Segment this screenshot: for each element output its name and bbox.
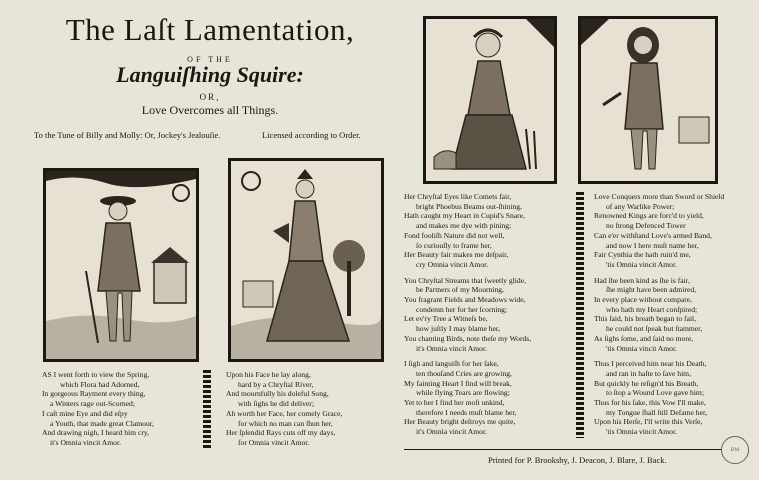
verse-line: how juſtly I may blame her,: [416, 324, 501, 334]
verse-line: You Chryſtal Streams that ſweetly glide,: [404, 275, 526, 285]
verse-line: a Winters rage out-Scorned;: [50, 399, 135, 409]
verse-line: be Partners of my Mourning,: [416, 285, 504, 295]
verse-line: Can e'er withſtand Love's armed Band,: [594, 230, 712, 240]
verse-line: Her Beauty bright deſtroys me quite,: [404, 417, 516, 427]
verse-line: Hath caught my Heart in Cupid's Snare,: [404, 211, 525, 221]
verse-line: Fair Cynthia the hath ruin'd me,: [594, 250, 691, 260]
verse-line: and makes me dye with pining;: [416, 221, 512, 231]
library-stamp: BM: [721, 436, 749, 464]
printer-imprint: Printed for P. Brooksby, J. Deacon, J. Blare, J. Back.: [488, 455, 667, 465]
woodcut-gentleman-cane: [43, 168, 199, 362]
ornament-divider: [576, 192, 584, 438]
verse-line: cry Omnia vincit Amor.: [416, 259, 489, 269]
verse-line: it's Omnia vincit Amor.: [50, 437, 121, 447]
verse-line: But quickly he reſign'd his Breath,: [594, 378, 699, 388]
verse-line: for which no man can ſhun her,: [238, 418, 333, 428]
verse-line: while flying Tears are flowing;: [416, 388, 510, 398]
verse-line: Ah worth her Face, her comely Grace,: [226, 408, 343, 418]
verse-line: This ſaid, his breath began to fail,: [594, 314, 697, 324]
verse-line: which Flora had Adorned,: [60, 379, 140, 389]
verse-line: As ſighs ſome, and ſaid no more,: [594, 333, 694, 343]
verse-line: Yet to her I find her moſt unkind,: [404, 398, 505, 408]
verse-line: bright Phoebus Beams out-ſhining,: [416, 201, 522, 211]
verse-line: Upon his Herſe, I'll write this Verſe,: [594, 417, 703, 427]
verse-line: I caſt mine Eye and did eſpy: [42, 408, 128, 418]
verse-line: to ſtop a Wound Love gave him;: [606, 388, 704, 398]
verse-line: and now I here muſt name her,: [606, 240, 699, 250]
verse-line: Thus I perceived him near his Death,: [594, 359, 707, 369]
verse-line: my Tongue ſhall ſtill Defame her,: [606, 407, 708, 417]
verse-line: In gorgeous Rayment every thing,: [42, 389, 146, 399]
verse-line: condemn her for her ſcorning;: [416, 304, 508, 314]
verse-line: he could not ſpeak but ſtammer,: [606, 324, 703, 334]
verse-column-left: [42, 370, 154, 448]
verse-line: In every place without compare,: [594, 295, 693, 305]
ballad-title: The Laſt Lamentation,: [65, 12, 355, 47]
verse-line: You chanting Birds, note theſe my Words,: [404, 333, 532, 343]
title-or: OR,: [199, 92, 221, 102]
verse-line: Her Beauty fair makes me deſpair,: [404, 250, 509, 260]
license-line: Licensed according to Order.: [262, 130, 361, 140]
verse-line: therefore I needs muſt blame her,: [416, 407, 517, 417]
ballad-subtitle: Love Overcomes all Things.: [141, 103, 279, 117]
woodcut-gentleman-wig: [578, 16, 718, 184]
verse-line: with ſighs he did deliver;: [238, 399, 314, 409]
verse-line: I ſigh and languiſh for her ſake,: [404, 359, 499, 369]
verse-line: hard by a Chryſtal River,: [238, 379, 314, 389]
verse-line: Love Conquers more than Sword or Shield: [594, 192, 725, 201]
title-connector: OF THE: [187, 55, 233, 64]
verse-line: ten thouſand Cries are growing,: [416, 368, 512, 378]
verse-line: and ran in haſte to ſave him,: [606, 368, 691, 378]
verse-line: Fond fooliſh Nature did not well,: [404, 230, 505, 240]
verse-line: 'tis Omnia vincit Amor.: [606, 259, 677, 269]
verse-line: 'tis Omnia vincit Amor.: [606, 343, 677, 353]
ornament-divider: [203, 370, 211, 450]
verse-line: AS I went forth to view the Spring,: [42, 370, 150, 379]
verse-line: Thus for his ſake, this Vow I'll make,: [594, 398, 706, 408]
verse-line: who hath my Heart conſpired;: [606, 304, 698, 314]
imprint-rule: [404, 449, 722, 450]
verse-line: Renowned Kings are forc'd to yield,: [594, 211, 704, 221]
verse-line: for Omnia vincit Amor.: [238, 437, 310, 447]
verse-line: You fragrant Fields and Meadows wide,: [404, 295, 526, 305]
woodcut-lady-dog: [423, 16, 557, 184]
verse-column-right-a: [404, 192, 531, 437]
verse-line: And drawing nigh, I heard him cry,: [42, 428, 150, 438]
verse-line: Had ſhe been kind as ſhe is fair,: [594, 275, 690, 285]
verse-line: of any Warlike Power;: [606, 201, 675, 211]
ballad-subject: Languiſhing Squire:: [116, 62, 304, 87]
verse-column-center: [226, 370, 342, 448]
verse-line: ſo curiouſly to frame her,: [416, 240, 492, 250]
verse-line: Her Chryſtal Eyes like Comets fair,: [404, 192, 512, 201]
verse-line: Her ſplendid Rays cuts off my days,: [226, 428, 336, 438]
verse-line: ſhe might have been admired,: [606, 285, 697, 295]
woodcut-lady-fan: [228, 158, 384, 362]
verse-line: 'tis Omnia vincit Amor.: [606, 427, 677, 437]
verse-line: And mournfully his doleful Song,: [226, 389, 329, 399]
tune-line: To the Tune of Billy and Molly: Or, Jockey's Jealouſie.: [34, 130, 221, 140]
verse-column-right-b: [594, 192, 724, 437]
verse-line: a Youth, that made great Clamour,: [50, 418, 154, 428]
verse-line: no ſtrong Defenced Tower: [606, 221, 686, 231]
verse-line: My fainting Heart I find will break,: [404, 378, 512, 388]
verse-line: Let ev'ry Tree a Witneſs be,: [404, 314, 488, 324]
verse-line: it's Omnia vincit Amor.: [416, 343, 487, 353]
verse-line: Upon his Face he lay along,: [226, 370, 311, 379]
verse-line: it's Omnia vincit Amor.: [416, 427, 487, 437]
